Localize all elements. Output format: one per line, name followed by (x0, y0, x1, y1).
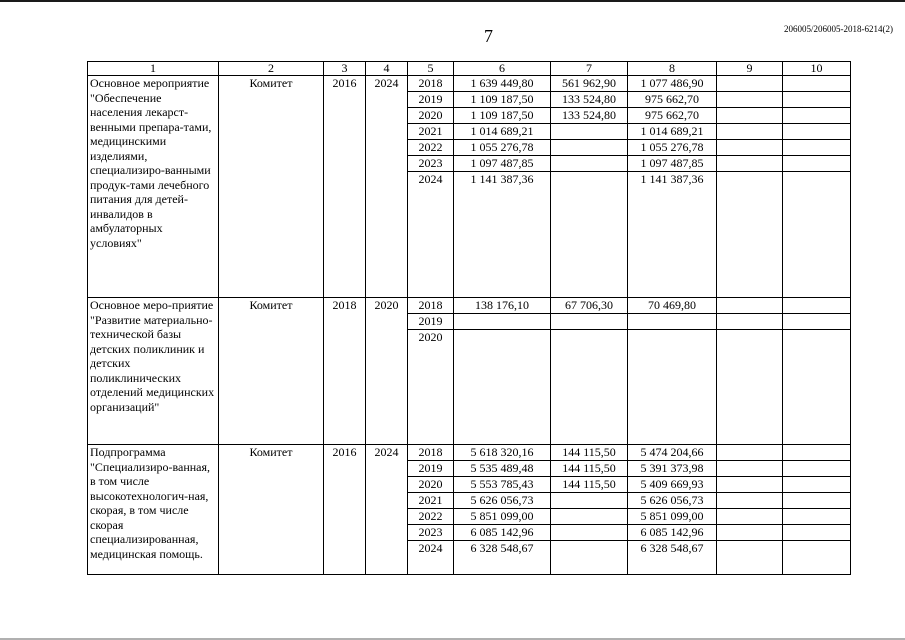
col9-cell-value (717, 156, 782, 172)
total-funding-cell-value: 6 328 548,67 (470, 541, 534, 555)
year-cell-value: 2020 (408, 477, 453, 493)
col10-cell-value (783, 541, 850, 557)
year-cell (408, 76, 454, 298)
regional-funding-cell (628, 445, 717, 575)
end-year-cell: 2024 (366, 76, 408, 298)
regional-funding-cell-value: 975 662,70 (628, 108, 716, 124)
col9-cell-value (717, 140, 782, 156)
federal-funding-cell-value (551, 124, 627, 140)
regional-funding-cell-value: 1 014 689,21 (628, 124, 716, 140)
column-header: 8 (628, 62, 717, 76)
col9-cell-value (717, 124, 782, 140)
regional-funding-cell-value: 5 626 056,73 (628, 493, 716, 509)
regional-funding-cell-value: 1 055 276,78 (628, 140, 716, 156)
col9-cell-value (717, 525, 782, 541)
col9-cell-value (717, 477, 782, 493)
start-year-cell: 2018 (324, 298, 366, 445)
total-funding-cell-value (454, 314, 550, 330)
col9-cell (717, 76, 783, 298)
regional-funding-cell-value: 5 474 204,66 (628, 445, 716, 461)
col9-cell-value (717, 76, 782, 92)
col10-cell-value (783, 108, 850, 124)
regional-funding-cell-value: 5 851 099,00 (628, 509, 716, 525)
scan-edge-top (0, 0, 905, 2)
regional-funding-cell-value: 70 469,80 (628, 298, 716, 314)
col10-cell-value (783, 124, 850, 140)
federal-funding-cell-value (551, 140, 627, 156)
federal-funding-cell-value: 67 706,30 (551, 298, 627, 314)
column-header: 2 (219, 62, 324, 76)
col9-cell (717, 298, 783, 445)
start-year-cell: 2016 (324, 445, 366, 575)
federal-funding-cell-value: 144 115,50 (551, 461, 627, 477)
federal-funding-cell-value (551, 330, 627, 346)
total-funding-cell-value: 6 085 142,96 (454, 525, 550, 541)
regional-funding-cell-value (628, 330, 716, 346)
col9-cell-value (717, 461, 782, 477)
col9-cell-value (717, 493, 782, 509)
federal-funding-cell-value (551, 525, 627, 541)
col10-cell-value (783, 445, 850, 461)
federal-funding-cell-value (551, 172, 627, 188)
federal-funding-cell-value: 144 115,50 (551, 445, 627, 461)
col10-cell-value (783, 172, 850, 188)
col10-cell-value (783, 92, 850, 108)
regional-funding-cell-value: 6 085 142,96 (628, 525, 716, 541)
col10-cell-value (783, 477, 850, 493)
col10-cell-value (783, 314, 850, 330)
col9-cell-value (717, 92, 782, 108)
activity-name-cell: Основное мероприятие "Обеспечение населения лекарст-венными препара-тами, медицинскими изделиями, специализиро-ванными продук-тами лечебного питания для детей-инвалидов в амбулаторных условиях" (88, 76, 219, 298)
program-funding-table (87, 61, 851, 575)
executor-cell: Комитет (219, 76, 324, 298)
column-header: 5 (408, 62, 454, 76)
program-table-container (87, 61, 850, 575)
total-funding-cell-value: 5 851 099,00 (454, 509, 550, 525)
year-cell-value: 2018 (408, 76, 453, 92)
regional-funding-cell-value: 6 328 548,67 (640, 541, 704, 555)
col10-cell-value (783, 140, 850, 156)
total-funding-cell-value: 5 535 489,48 (454, 461, 550, 477)
year-cell-value: 2019 (408, 461, 453, 477)
total-funding-cell (454, 76, 551, 298)
total-funding-cell-value: 1 141 387,36 (470, 172, 534, 186)
regional-funding-cell-value: 975 662,70 (628, 92, 716, 108)
year-cell-value: 2021 (408, 124, 453, 140)
federal-funding-cell-value: 561 962,90 (551, 76, 627, 92)
col9-cell-value (717, 445, 782, 461)
year-cell-value: 2020 (418, 330, 443, 344)
regional-funding-cell-value (628, 314, 716, 330)
activity-name-cell: Подпрограмма "Специализиро-ванная, в том числе высокотехнологич-ная, скорая, в том числе скорая специализированная, медицинская помощь. (88, 445, 219, 575)
column-header: 10 (783, 62, 851, 76)
total-funding-cell-value: 138 176,10 (454, 298, 550, 314)
col9-cell (717, 445, 783, 575)
column-header: 9 (717, 62, 783, 76)
total-funding-cell-value (454, 330, 550, 346)
year-cell (408, 445, 454, 575)
table-row (88, 298, 851, 445)
federal-funding-cell (551, 298, 628, 445)
col10-cell-value (783, 298, 850, 314)
total-funding-cell (454, 298, 551, 445)
col10-cell (783, 76, 851, 298)
col9-cell-value (717, 314, 782, 330)
col10-cell-value (783, 525, 850, 541)
regional-funding-cell (628, 76, 717, 298)
col9-cell-value (717, 541, 782, 557)
col10-cell-value (783, 156, 850, 172)
regional-funding-cell (628, 298, 717, 445)
federal-funding-cell-value (551, 541, 627, 557)
regional-funding-cell-value: 5 391 373,98 (628, 461, 716, 477)
total-funding-cell-value: 1 109 187,50 (454, 92, 550, 108)
col10-cell-value (783, 509, 850, 525)
federal-funding-cell-value (551, 156, 627, 172)
year-cell-value: 2024 (418, 172, 443, 186)
column-header: 1 (88, 62, 219, 76)
year-cell-value: 2018 (408, 298, 453, 314)
end-year-cell: 2020 (366, 298, 408, 445)
year-cell (408, 298, 454, 445)
col10-cell-value (783, 330, 850, 346)
table-row (88, 76, 851, 298)
regional-funding-cell-value: 1 141 387,36 (640, 172, 704, 186)
federal-funding-cell-value: 133 524,80 (551, 108, 627, 124)
total-funding-cell-value: 1 639 449,80 (454, 76, 550, 92)
activity-name-cell: Основное меро-приятие "Развитие материально-технической базы детских поликлиник и детских поликлинических отделений медицинских организаций" (88, 298, 219, 445)
col9-cell-value (717, 330, 782, 346)
end-year-cell: 2024 (366, 445, 408, 575)
year-cell-value: 2023 (408, 525, 453, 541)
column-header: 4 (366, 62, 408, 76)
total-funding-cell (454, 445, 551, 575)
table-row (88, 445, 851, 575)
year-cell-value: 2024 (418, 541, 443, 555)
year-cell-value: 2018 (408, 445, 453, 461)
total-funding-cell-value: 5 626 056,73 (454, 493, 550, 509)
column-header: 3 (324, 62, 366, 76)
year-cell-value: 2023 (408, 156, 453, 172)
col9-cell-value (717, 172, 782, 188)
year-cell-value: 2022 (408, 140, 453, 156)
col10-cell-value (783, 76, 850, 92)
federal-funding-cell-value (551, 493, 627, 509)
total-funding-cell-value: 5 553 785,43 (454, 477, 550, 493)
col10-cell-value (783, 461, 850, 477)
year-cell-value: 2022 (408, 509, 453, 525)
executor-cell: Комитет (219, 298, 324, 445)
federal-funding-cell-value: 133 524,80 (551, 92, 627, 108)
col9-cell-value (717, 108, 782, 124)
executor-cell: Комитет (219, 445, 324, 575)
federal-funding-cell (551, 445, 628, 575)
column-number-row (88, 62, 851, 76)
column-header: 6 (454, 62, 551, 76)
start-year-cell: 2016 (324, 76, 366, 298)
year-cell-value: 2021 (408, 493, 453, 509)
col10-cell (783, 298, 851, 445)
federal-funding-cell-value (551, 509, 627, 525)
total-funding-cell-value: 1 097 487,85 (454, 156, 550, 172)
page-number: 7 (484, 26, 493, 46)
federal-funding-cell-value (551, 314, 627, 330)
col9-cell-value (717, 298, 782, 314)
col10-cell-value (783, 493, 850, 509)
total-funding-cell-value: 1 055 276,78 (454, 140, 550, 156)
total-funding-cell-value: 1 014 689,21 (454, 124, 550, 140)
col9-cell-value (717, 509, 782, 525)
column-header: 7 (551, 62, 628, 76)
total-funding-cell-value: 5 618 320,16 (454, 445, 550, 461)
total-funding-cell-value: 1 109 187,50 (454, 108, 550, 124)
regional-funding-cell-value: 5 409 669,93 (628, 477, 716, 493)
document-code: 206005/206005-2018-6214(2) (784, 24, 893, 34)
year-cell-value: 2019 (408, 92, 453, 108)
col10-cell (783, 445, 851, 575)
regional-funding-cell-value: 1 097 487,85 (628, 156, 716, 172)
federal-funding-cell-value: 144 115,50 (551, 477, 627, 493)
regional-funding-cell-value: 1 077 486,90 (628, 76, 716, 92)
federal-funding-cell (551, 76, 628, 298)
year-cell-value: 2020 (408, 108, 453, 124)
year-cell-value: 2019 (408, 314, 453, 330)
